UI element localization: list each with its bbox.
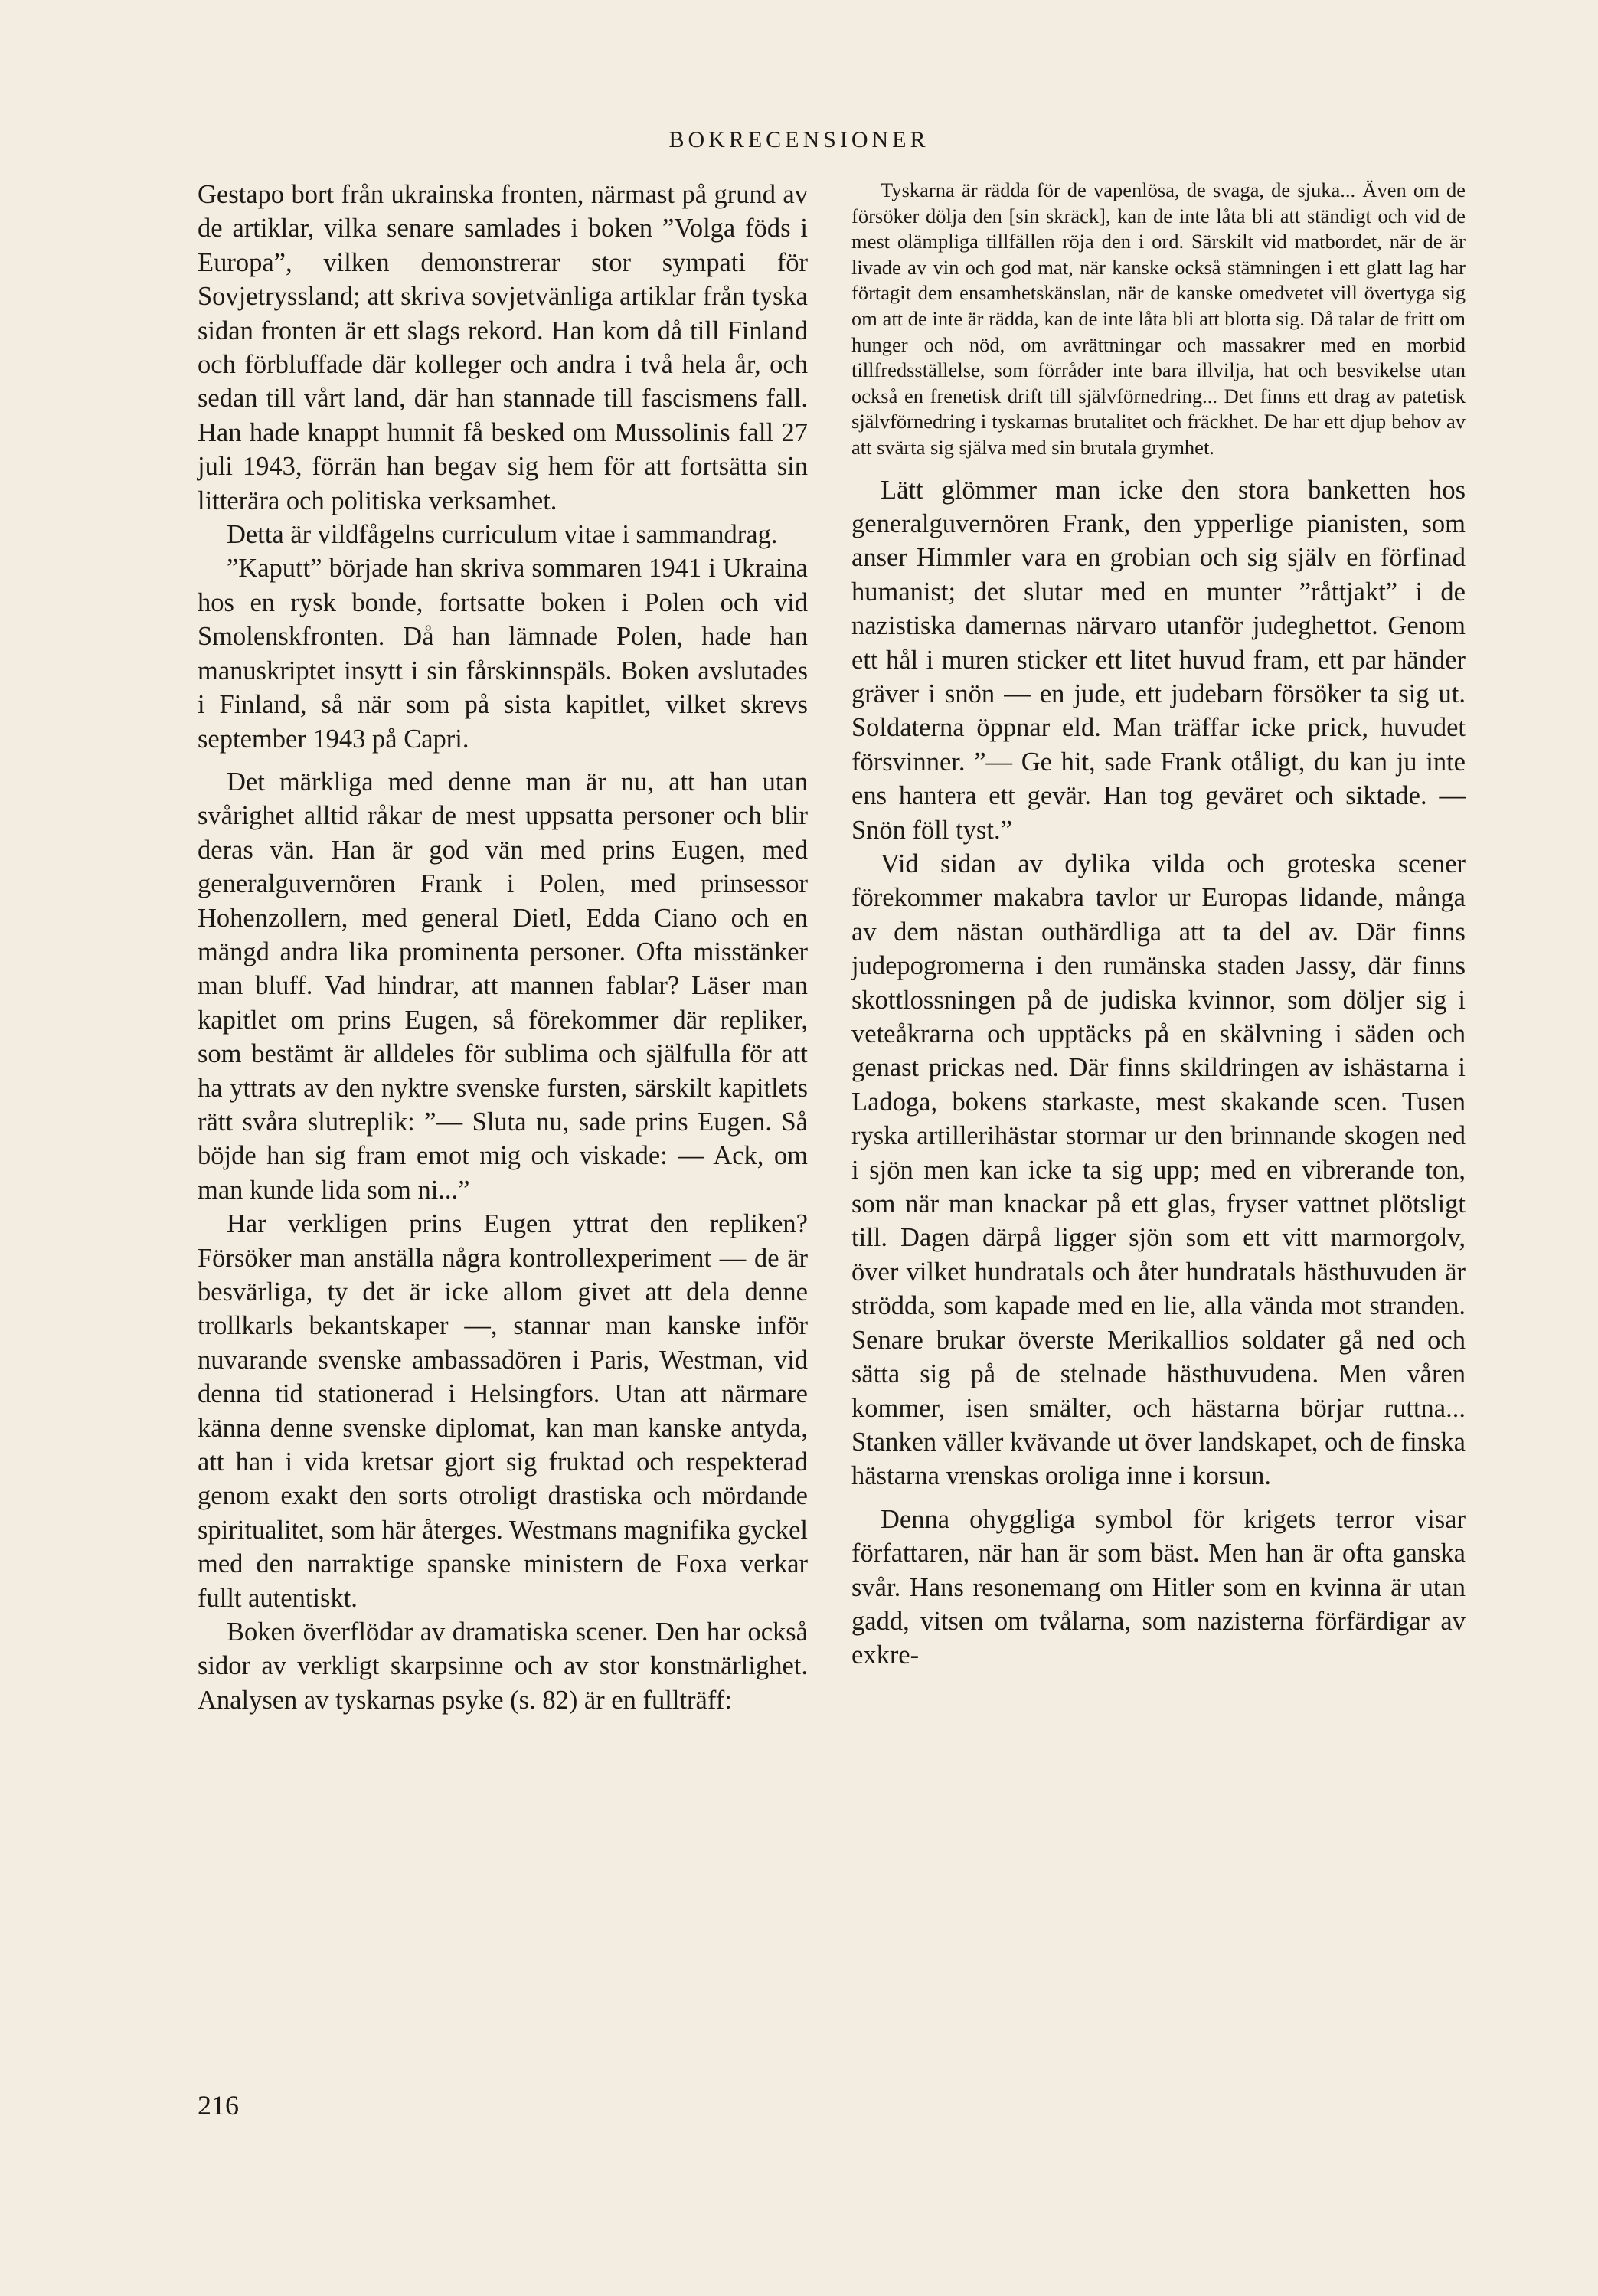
right-column xyxy=(851,178,1466,1673)
paragraph: Boken överflödar av dramatiska scener. Den har också sidor av verkligt skarpsinne och av stor konstnärlighet. Analysen av tyskarnas psyke (s. 82) är en fullträff: xyxy=(198,1617,808,1715)
paragraph: Gestapo bort från ukrainska fronten, närmast på grund av de artiklar, vilka senare samlades i boken ”Volga föds i Europa”, vilken demonstrerar stor sympati för Sovjetryssland; att skriva sovjetvänliga artiklar från tyska sidan fronten är ett slags rekord. Han kom då till Finland och förbluffade där kolleger och andra i två hela år, och sedan till vårt land, där han stannade till fascismens fall. Han hade knappt hunnit få besked om Mussolinis fall 27 juli 1943, förrän han begav sig hem för att fortsätta sin litterära och politiska verksamhet. xyxy=(198,180,808,515)
paragraph: Detta är vildfågelns curriculum vitae i sammandrag. xyxy=(227,520,778,550)
block-quote xyxy=(851,178,1466,461)
left-column xyxy=(198,178,808,1717)
paragraph: Det märkliga med denne man är nu, att han utan svårighet alltid råkar de mest uppsatta personer och blir deras vän. Han är god vän med prins Eugen, med generalguvernören Frank i Polen, med prinsessor Hohenzollern, med general Dietl, Edda Ciano och en mängd andra lika prominenta personer. Ofta misstänker man bluff. Vad hindrar, att mannen fablar? Läser man kapitlet om prins Eugen, så förekommer där repliker, som bestämt är alldeles för sublima och själfulla för att ha yttrats av den nyktre svenske fursten, särskilt kapitlets rätt svåra slutreplik: ”— Sluta nu, sade prins Eugen. Så böjde han sig fram emot mig och viskade: — Ack, om man kunde lida som ni...” xyxy=(198,767,808,1205)
paragraph: ”Kaputt” började han skriva sommaren 1941 i Ukraina hos en rysk bonde, fortsatte boken i Polen och vid Smolenskfronten. Då han lämnade Polen, hade han manuskriptet insytt i sin fårskinnspäls. Boken avslutades i Finland, så när som på sista kapitlet, vilket skrevs september 1943 på Capri. xyxy=(198,554,808,754)
paragraph: Lätt glömmer man icke den stora banketten hos generalguvernören Frank, den ypperlige pianisten, som anser Himmler vara en grobian och sig själv en förfinad humanist; det slutar med en munter ”råttjakt” i de nazistiska damernas närvaro utanför judeghettot. Genom ett hål i muren sticker ett litet huvud fram, ett par händer gräver i snön — en jude, ett judebarn försöker ta sig ut. Soldaterna öppnar eld. Man träffar icke prick, huvudet försvinner. ”— Ge hit, sade Frank otåligt, du kan ju inte ens hantera ett gevär. Han tog geväret och siktade. — Snön föll tyst.” xyxy=(851,475,1466,845)
paragraph: Har verkligen prins Eugen yttrat den repliken? Försöker man anställa några kontrollexperiment — de är besvärliga, ty det är icke allom givet att dela denne trollkarls bekantskaper —, stannar man kanske inför nuvarande svenske ambassadören i Paris, Westman, vid denna tid stationerad i Helsingfors. Utan att närmare känna denne svenske diplomat, kan man kanske antyda, att han i vida kretsar gjort sig fruktad och respekterad genom exakt den sorts otroligt drastiska och mördande spiritualitet, som här återges. Westmans magnifika gyckel med den narraktige spanske ministern de Foxa verkar fullt autentiskt. xyxy=(198,1209,808,1613)
page-number: 216 xyxy=(198,2090,239,2121)
running-title: BOKRECENSIONER xyxy=(668,127,930,152)
quote-text: Tyskarna är rädda för de vapenlösa, de svaga, de sjuka... Även om de försöker dölja den [sin skräck], kan de inte låta bli att ständigt och vid de mest olämpliga tillfällen röja den i ord. Särskilt vid matbordet, när de är livade av vin och god mat, när kanske också stämningen i ett glatt lag har förtagit dem ensamhetskänslan, när de kanske omedvetet vill övertyga sig om att de inte är rädda, kan de inte låta bli att blotta sig. Då talar de fritt om hunger och nöd, om avrättningar och massakrer med en morbid tillfredsställelse, som förråder inte bara illvilja, hat och besvikelse utan också en frenetisk drift till självförnedring... Det finns ett drag av patetisk självförnedring i tyskarnas brutalitet och fräckhet. De har ett djup behov av att svärta sig själva med sin brutala grymhet. xyxy=(851,178,1466,459)
paragraph: Vid sidan av dylika vilda och groteska scener förekommer makabra tavlor ur Europas lidande, många av dem nästan outhärdliga att ta del av. Där finns judepogromerna i den rumänska staden Jassy, där finns skottlossningen på de judiska kvinnor, som döljer sig i veteåkrarna och upptäcks på en skälvning i säden och genast prickas ned. Där finns skildringen av ishästarna i Ladoga, bokens starkaste, mest skakande scen. Tusen ryska artillerihästar stormar ur den brinnande skogen ned i sjön men kan icke ta sig upp; med en vibrerande ton, som när man knackar på ett glas, fryser vattnet plötsligt till. Dagen därpå ligger sjön som ett vitt marmorgolv, över vilket hundratals och åter hundratals hästhuvuden är strödda, som kapade med en lie, alla vända mot stranden. Senare brukar överste Merikallios soldater gå ned och sätta sig på de stelnade hästhuvudena. Men våren kommer, isen smälter, och hästarna börjar ruttna... Stanken väller kvävande ut över landskapet, och de finska hästarna vrenskas oroliga inne i korsun. xyxy=(851,849,1466,1491)
paragraph: Denna ohyggliga symbol för krigets terror visar författaren, när han är som bäst. Men han är ofta ganska svår. Hans resonemang om Hitler som en kvinna är utan gadd, vitsen om tvålarna, som nazisterna förfärdigar av exkre- xyxy=(851,1504,1466,1670)
